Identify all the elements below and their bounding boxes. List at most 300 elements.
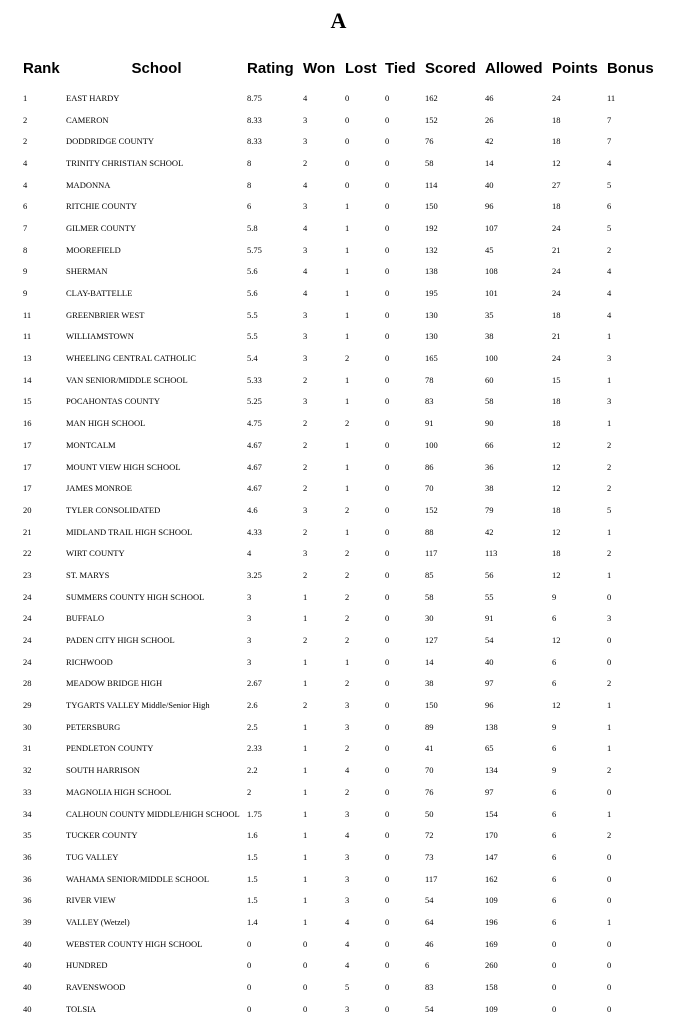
school-cell: MAN HIGH SCHOOL xyxy=(66,418,146,429)
school-cell: CALHOUN COUNTY MIDDLE/HIGH SCHOOL xyxy=(66,808,240,819)
won-cell: 4 xyxy=(303,288,308,299)
tied-cell: 0 xyxy=(385,309,390,320)
rank-cell: 24 xyxy=(23,613,32,624)
bonus-cell: 2 xyxy=(607,461,612,472)
table-row xyxy=(20,109,660,131)
bonus-cell: 4 xyxy=(607,266,612,277)
rank-cell: 29 xyxy=(23,700,32,711)
allowed-cell: 113 xyxy=(485,548,498,559)
rank-cell: 15 xyxy=(23,396,32,407)
school-cell: MOUNT VIEW HIGH SCHOOL xyxy=(66,461,181,472)
rank-cell: 34 xyxy=(23,808,32,819)
allowed-cell: 97 xyxy=(485,786,494,797)
bonus-cell: 0 xyxy=(607,635,612,646)
lost-cell: 3 xyxy=(345,851,350,862)
tied-cell: 0 xyxy=(385,721,390,732)
scored-cell: 64 xyxy=(425,916,434,927)
won-cell: 2 xyxy=(303,483,308,494)
allowed-cell: 196 xyxy=(485,916,498,927)
table-row xyxy=(20,889,660,911)
won-cell: 3 xyxy=(303,136,308,147)
won-cell: 2 xyxy=(303,374,308,385)
header-row xyxy=(20,56,660,80)
allowed-cell: 97 xyxy=(485,678,494,689)
points-cell: 18 xyxy=(552,309,561,320)
won-cell: 4 xyxy=(303,222,308,233)
rating-cell: 3 xyxy=(247,591,252,602)
school-cell: MEADOW BRIDGE HIGH xyxy=(66,678,163,689)
scored-cell: 14 xyxy=(425,656,434,667)
rank-cell: 36 xyxy=(23,873,32,884)
scored-cell: 54 xyxy=(425,895,434,906)
bonus-cell: 2 xyxy=(607,765,612,776)
school-cell: SHERMAN xyxy=(66,266,108,277)
won-cell: 2 xyxy=(303,418,308,429)
rank-cell: 1 xyxy=(23,92,28,103)
bonus-cell: 0 xyxy=(607,786,612,797)
won-cell: 1 xyxy=(303,613,308,624)
points-cell: 15 xyxy=(552,374,561,385)
lost-cell: 1 xyxy=(345,374,350,385)
table-row xyxy=(20,738,660,760)
header-rank: Rank xyxy=(23,59,60,77)
rank-cell: 40 xyxy=(23,960,32,971)
table-row xyxy=(20,911,660,933)
table-body xyxy=(20,80,660,1020)
school-cell: TUCKER COUNTY xyxy=(66,830,138,841)
rating-cell: 0 xyxy=(247,982,252,993)
tied-cell: 0 xyxy=(385,526,390,537)
bonus-cell: 4 xyxy=(607,309,612,320)
scored-cell: 83 xyxy=(425,396,434,407)
allowed-cell: 154 xyxy=(485,808,498,819)
scored-cell: 114 xyxy=(425,179,438,190)
tied-cell: 0 xyxy=(385,678,390,689)
bonus-cell: 0 xyxy=(607,982,612,993)
scored-cell: 91 xyxy=(425,418,434,429)
scored-cell: 72 xyxy=(425,830,434,841)
allowed-cell: 170 xyxy=(485,830,498,841)
rank-cell: 9 xyxy=(23,266,28,277)
tied-cell: 0 xyxy=(385,136,390,147)
school-cell: PETERSBURG xyxy=(66,721,121,732)
bonus-cell: 7 xyxy=(607,114,612,125)
points-cell: 18 xyxy=(552,114,561,125)
allowed-cell: 79 xyxy=(485,504,494,515)
scored-cell: 138 xyxy=(425,266,438,277)
won-cell: 2 xyxy=(303,635,308,646)
school-cell: SOUTH HARRISON xyxy=(66,765,140,776)
bonus-cell: 2 xyxy=(607,830,612,841)
allowed-cell: 38 xyxy=(485,331,494,342)
allowed-cell: 40 xyxy=(485,179,494,190)
bonus-cell: 5 xyxy=(607,222,612,233)
won-cell: 4 xyxy=(303,179,308,190)
rank-cell: 8 xyxy=(23,244,28,255)
bonus-cell: 3 xyxy=(607,396,612,407)
table-row xyxy=(20,152,660,174)
standings-table xyxy=(20,56,660,1020)
table-row xyxy=(20,130,660,152)
points-cell: 0 xyxy=(552,960,557,971)
tied-cell: 0 xyxy=(385,613,390,624)
rank-cell: 2 xyxy=(23,114,28,125)
points-cell: 6 xyxy=(552,743,557,754)
lost-cell: 2 xyxy=(345,613,350,624)
rating-cell: 5.25 xyxy=(247,396,262,407)
bonus-cell: 0 xyxy=(607,960,612,971)
won-cell: 1 xyxy=(303,916,308,927)
lost-cell: 1 xyxy=(345,439,350,450)
allowed-cell: 36 xyxy=(485,461,494,472)
bonus-cell: 4 xyxy=(607,288,612,299)
rank-cell: 13 xyxy=(23,353,32,364)
bonus-cell: 1 xyxy=(607,721,612,732)
rank-cell: 24 xyxy=(23,635,32,646)
points-cell: 6 xyxy=(552,786,557,797)
allowed-cell: 138 xyxy=(485,721,498,732)
scored-cell: 30 xyxy=(425,613,434,624)
tied-cell: 0 xyxy=(385,786,390,797)
won-cell: 1 xyxy=(303,678,308,689)
tied-cell: 0 xyxy=(385,288,390,299)
tied-cell: 0 xyxy=(385,353,390,364)
lost-cell: 2 xyxy=(345,635,350,646)
bonus-cell: 1 xyxy=(607,569,612,580)
won-cell: 1 xyxy=(303,895,308,906)
lost-cell: 4 xyxy=(345,765,350,776)
won-cell: 3 xyxy=(303,114,308,125)
tied-cell: 0 xyxy=(385,591,390,602)
table-row xyxy=(20,239,660,261)
won-cell: 0 xyxy=(303,938,308,949)
bonus-cell: 1 xyxy=(607,700,612,711)
school-cell: WIRT COUNTY xyxy=(66,548,125,559)
allowed-cell: 60 xyxy=(485,374,494,385)
bonus-cell: 0 xyxy=(607,873,612,884)
rating-cell: 2.33 xyxy=(247,743,262,754)
table-row xyxy=(20,412,660,434)
table-row xyxy=(20,87,660,109)
points-cell: 18 xyxy=(552,504,561,515)
points-cell: 6 xyxy=(552,830,557,841)
won-cell: 1 xyxy=(303,743,308,754)
points-cell: 6 xyxy=(552,678,557,689)
points-cell: 12 xyxy=(552,157,561,168)
rating-cell: 3 xyxy=(247,656,252,667)
header-won: Won xyxy=(303,59,336,77)
won-cell: 2 xyxy=(303,461,308,472)
allowed-cell: 109 xyxy=(485,1003,498,1014)
points-cell: 12 xyxy=(552,483,561,494)
tied-cell: 0 xyxy=(385,548,390,559)
won-cell: 1 xyxy=(303,808,308,819)
allowed-cell: 147 xyxy=(485,851,498,862)
rank-cell: 40 xyxy=(23,938,32,949)
rank-cell: 16 xyxy=(23,418,32,429)
rank-cell: 4 xyxy=(23,179,28,190)
scored-cell: 89 xyxy=(425,721,434,732)
won-cell: 1 xyxy=(303,591,308,602)
rating-cell: 1.6 xyxy=(247,830,258,841)
rating-cell: 0 xyxy=(247,1003,252,1014)
won-cell: 0 xyxy=(303,1003,308,1014)
rank-cell: 11 xyxy=(23,331,32,342)
tied-cell: 0 xyxy=(385,461,390,472)
table-row xyxy=(20,326,660,348)
rating-cell: 5.8 xyxy=(247,222,258,233)
bonus-cell: 1 xyxy=(607,916,612,927)
lost-cell: 1 xyxy=(345,526,350,537)
won-cell: 3 xyxy=(303,201,308,212)
scored-cell: 6 xyxy=(425,960,430,971)
school-cell: RICHWOOD xyxy=(66,656,113,667)
tied-cell: 0 xyxy=(385,765,390,776)
tied-cell: 0 xyxy=(385,938,390,949)
allowed-cell: 40 xyxy=(485,656,494,667)
tied-cell: 0 xyxy=(385,157,390,168)
header-school: School xyxy=(131,59,182,77)
rating-cell: 0 xyxy=(247,938,252,949)
tied-cell: 0 xyxy=(385,114,390,125)
rank-cell: 32 xyxy=(23,765,32,776)
lost-cell: 3 xyxy=(345,721,350,732)
scored-cell: 54 xyxy=(425,1003,434,1014)
bonus-cell: 2 xyxy=(607,483,612,494)
allowed-cell: 90 xyxy=(485,418,494,429)
rating-cell: 5.6 xyxy=(247,266,258,277)
table-row xyxy=(20,759,660,781)
rank-cell: 30 xyxy=(23,721,32,732)
table-row xyxy=(20,976,660,998)
points-cell: 12 xyxy=(552,569,561,580)
rating-cell: 4.67 xyxy=(247,439,262,450)
lost-cell: 1 xyxy=(345,309,350,320)
rank-cell: 17 xyxy=(23,461,32,472)
page-title: A xyxy=(330,8,347,33)
table-row xyxy=(20,456,660,478)
rating-cell: 2.2 xyxy=(247,765,258,776)
school-cell: EAST HARDY xyxy=(66,92,120,103)
won-cell: 3 xyxy=(303,309,308,320)
lost-cell: 4 xyxy=(345,830,350,841)
rating-cell: 8 xyxy=(247,157,252,168)
allowed-cell: 42 xyxy=(485,526,494,537)
bonus-cell: 6 xyxy=(607,201,612,212)
table-row xyxy=(20,629,660,651)
won-cell: 1 xyxy=(303,830,308,841)
rating-cell: 4.75 xyxy=(247,418,262,429)
table-row xyxy=(20,217,660,239)
header-lost: Lost xyxy=(345,59,377,77)
allowed-cell: 26 xyxy=(485,114,494,125)
tied-cell: 0 xyxy=(385,222,390,233)
rating-cell: 3.25 xyxy=(247,569,262,580)
rank-cell: 9 xyxy=(23,288,28,299)
tied-cell: 0 xyxy=(385,179,390,190)
bonus-cell: 5 xyxy=(607,504,612,515)
allowed-cell: 100 xyxy=(485,353,498,364)
bonus-cell: 1 xyxy=(607,374,612,385)
rank-cell: 22 xyxy=(23,548,32,559)
allowed-cell: 96 xyxy=(485,201,494,212)
header-points: Points xyxy=(552,59,598,77)
points-cell: 24 xyxy=(552,266,561,277)
table-row xyxy=(20,391,660,413)
bonus-cell: 0 xyxy=(607,1003,612,1014)
rating-cell: 1.5 xyxy=(247,851,258,862)
scored-cell: 41 xyxy=(425,743,434,754)
rank-cell: 21 xyxy=(23,526,32,537)
lost-cell: 4 xyxy=(345,960,350,971)
table-row xyxy=(20,868,660,890)
table-row xyxy=(20,608,660,630)
bonus-cell: 1 xyxy=(607,808,612,819)
points-cell: 12 xyxy=(552,635,561,646)
points-cell: 24 xyxy=(552,92,561,103)
scored-cell: 83 xyxy=(425,982,434,993)
school-cell: POCAHONTAS COUNTY xyxy=(66,396,161,407)
lost-cell: 1 xyxy=(345,244,350,255)
allowed-cell: 134 xyxy=(485,765,498,776)
points-cell: 0 xyxy=(552,982,557,993)
allowed-cell: 58 xyxy=(485,396,494,407)
bonus-cell: 4 xyxy=(607,157,612,168)
lost-cell: 2 xyxy=(345,678,350,689)
lost-cell: 5 xyxy=(345,982,350,993)
allowed-cell: 42 xyxy=(485,136,494,147)
rank-cell: 14 xyxy=(23,374,32,385)
school-cell: RAVENSWOOD xyxy=(66,982,126,993)
rank-cell: 2 xyxy=(23,136,28,147)
tied-cell: 0 xyxy=(385,960,390,971)
rank-cell: 33 xyxy=(23,786,32,797)
table-row xyxy=(20,846,660,868)
scored-cell: 76 xyxy=(425,136,434,147)
header-bonus: Bonus xyxy=(607,59,654,77)
allowed-cell: 101 xyxy=(485,288,498,299)
table-row xyxy=(20,261,660,283)
allowed-cell: 45 xyxy=(485,244,494,255)
scored-cell: 117 xyxy=(425,548,438,559)
points-cell: 9 xyxy=(552,721,557,732)
won-cell: 3 xyxy=(303,396,308,407)
table-row xyxy=(20,651,660,673)
rank-cell: 36 xyxy=(23,895,32,906)
school-cell: WAHAMA SENIOR/MIDDLE SCHOOL xyxy=(66,873,210,884)
school-cell: BUFFALO xyxy=(66,613,105,624)
lost-cell: 3 xyxy=(345,700,350,711)
scored-cell: 88 xyxy=(425,526,434,537)
allowed-cell: 35 xyxy=(485,309,494,320)
rating-cell: 2.5 xyxy=(247,721,258,732)
table-row xyxy=(20,716,660,738)
scored-cell: 58 xyxy=(425,591,434,602)
rating-cell: 4.67 xyxy=(247,483,262,494)
tied-cell: 0 xyxy=(385,1003,390,1014)
tied-cell: 0 xyxy=(385,483,390,494)
tied-cell: 0 xyxy=(385,830,390,841)
allowed-cell: 260 xyxy=(485,960,498,971)
won-cell: 1 xyxy=(303,786,308,797)
lost-cell: 4 xyxy=(345,916,350,927)
points-cell: 18 xyxy=(552,201,561,212)
rating-cell: 4.6 xyxy=(247,504,258,515)
rating-cell: 4.67 xyxy=(247,461,262,472)
scored-cell: 73 xyxy=(425,851,434,862)
scored-cell: 70 xyxy=(425,483,434,494)
bonus-cell: 0 xyxy=(607,851,612,862)
won-cell: 0 xyxy=(303,982,308,993)
tied-cell: 0 xyxy=(385,418,390,429)
scored-cell: 85 xyxy=(425,569,434,580)
tied-cell: 0 xyxy=(385,700,390,711)
table-row xyxy=(20,955,660,977)
school-cell: ST. MARYS xyxy=(66,569,110,580)
points-cell: 18 xyxy=(552,548,561,559)
table-row xyxy=(20,542,660,564)
bonus-cell: 2 xyxy=(607,439,612,450)
bonus-cell: 3 xyxy=(607,353,612,364)
scored-cell: 78 xyxy=(425,374,434,385)
points-cell: 21 xyxy=(552,331,561,342)
won-cell: 2 xyxy=(303,700,308,711)
tied-cell: 0 xyxy=(385,895,390,906)
scored-cell: 127 xyxy=(425,635,438,646)
points-cell: 24 xyxy=(552,288,561,299)
school-cell: WILLIAMSTOWN xyxy=(66,331,134,342)
tied-cell: 0 xyxy=(385,244,390,255)
won-cell: 2 xyxy=(303,569,308,580)
rating-cell: 5.4 xyxy=(247,353,258,364)
school-cell: PADEN CITY HIGH SCHOOL xyxy=(66,635,175,646)
points-cell: 18 xyxy=(552,396,561,407)
lost-cell: 4 xyxy=(345,938,350,949)
lost-cell: 2 xyxy=(345,786,350,797)
rating-cell: 8.75 xyxy=(247,92,262,103)
won-cell: 0 xyxy=(303,960,308,971)
tied-cell: 0 xyxy=(385,439,390,450)
rating-cell: 1.4 xyxy=(247,916,258,927)
header-tied: Tied xyxy=(385,59,416,77)
allowed-cell: 66 xyxy=(485,439,494,450)
points-cell: 6 xyxy=(552,916,557,927)
points-cell: 12 xyxy=(552,700,561,711)
table-row xyxy=(20,694,660,716)
allowed-cell: 54 xyxy=(485,635,494,646)
points-cell: 12 xyxy=(552,461,561,472)
school-cell: TUG VALLEY xyxy=(66,851,119,862)
table-row xyxy=(20,521,660,543)
lost-cell: 1 xyxy=(345,288,350,299)
tied-cell: 0 xyxy=(385,504,390,515)
lost-cell: 3 xyxy=(345,895,350,906)
rank-cell: 7 xyxy=(23,222,28,233)
bonus-cell: 5 xyxy=(607,179,612,190)
rating-cell: 8.33 xyxy=(247,114,262,125)
school-cell: RITCHIE COUNTY xyxy=(66,201,138,212)
lost-cell: 3 xyxy=(345,873,350,884)
scored-cell: 46 xyxy=(425,938,434,949)
rating-cell: 5.33 xyxy=(247,374,262,385)
school-cell: GREENBRIER WEST xyxy=(66,309,145,320)
won-cell: 1 xyxy=(303,721,308,732)
school-cell: MONTCALM xyxy=(66,439,116,450)
won-cell: 4 xyxy=(303,92,308,103)
table-row xyxy=(20,369,660,391)
tied-cell: 0 xyxy=(385,873,390,884)
tied-cell: 0 xyxy=(385,982,390,993)
